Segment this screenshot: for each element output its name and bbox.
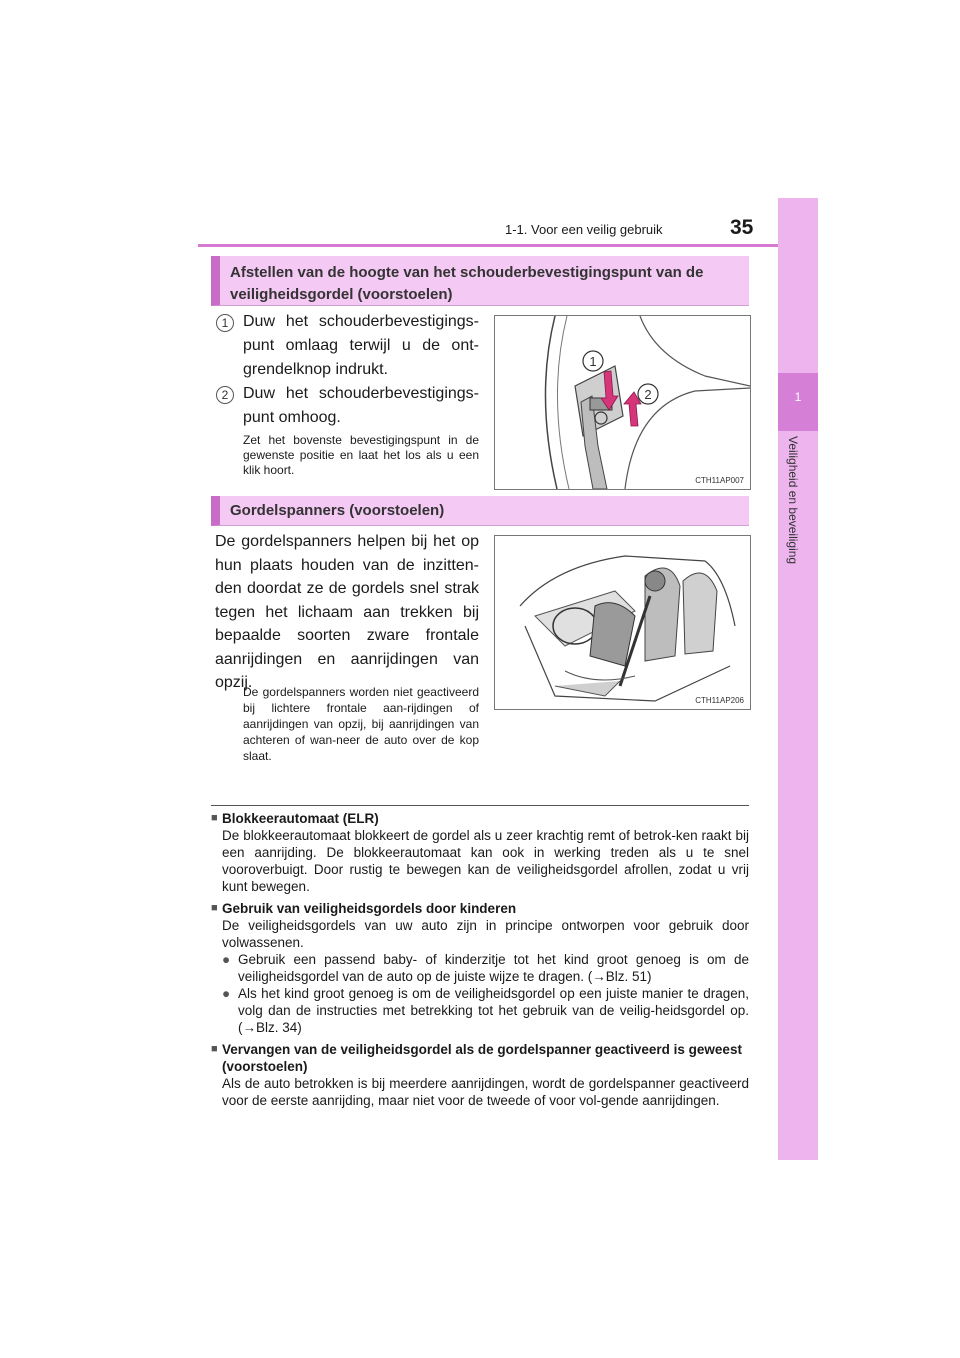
- section-heading-shoulder-anchor: Afstellen van de hoogte van het schouderbevestigingspunt van de veiligheidsgordel (voorstoelen): [211, 256, 749, 306]
- note-title: Blokkeerautomaat (ELR): [222, 811, 379, 826]
- pretensioner-intro: De gordelspanners helpen bij het op hun plaats houden van de inzitten-den doordat ze de gordels snel strak tegen het lichaam aan trekken bij bepaalde soorten zware frontale aanrijdingen en aanrijdingen van opzij.: [215, 533, 479, 691]
- note-body: Als de auto betrokken is bij meerdere aanrijdingen, wordt de gordelspanner geactiveerd voor de eerste aanrijding, maar niet voor de tweede of voor vol-gende aanrijdingen.: [222, 1076, 749, 1108]
- callout-1: 1: [589, 354, 597, 369]
- figure-code: CTH11AP007: [695, 476, 744, 485]
- note-replace: [211, 1041, 749, 1109]
- circle-bullet-icon: ●: [222, 986, 231, 1001]
- chapter-side-tab: [778, 198, 818, 1160]
- step-text-1: Duw het schouderbevestigings-punt omlaag terwijl u de ont-grendelknop indrukt.: [243, 313, 479, 378]
- circle-bullet-icon: ●: [222, 952, 231, 967]
- shoulder-anchor-illustration: [495, 316, 750, 489]
- car-interior-illustration: [495, 536, 750, 709]
- pretensioner-figure: [494, 535, 751, 710]
- note-elr: [211, 810, 749, 895]
- note-children: [211, 900, 749, 1036]
- callout-2: 2: [644, 387, 652, 402]
- section-heading-pretensioners: Gordelspanners (voorstoelen): [211, 496, 749, 526]
- page-number: 35: [730, 216, 754, 239]
- notes-divider: [211, 805, 749, 806]
- square-bullet-icon: ■: [211, 1043, 218, 1055]
- chapter-number: 1: [794, 390, 802, 404]
- pretensioner-note: De gordelspanners worden niet geactiveerd bij lichtere frontale aan-rijdingen of aanrijdingen van opzij, bij aanrijdingen van achteren of wan-neer de auto over de kop slaat.: [243, 685, 479, 763]
- note-body: De veiligheidsgordels van uw auto zijn in principe ontworpen voor gebruik door volwassenen.: [222, 918, 749, 950]
- step-note: Zet het bovenste bevestigingspunt in de gewenste positie en laat het los als u een klik hoort.: [243, 433, 479, 477]
- note-title: Vervangen van de veiligheidsgordel als de gordelspanner geactiveerd is geweest (voorstoelen): [222, 1042, 742, 1074]
- list-item: ● Als het kind groot genoeg is om de veiligheidsgordel op een juiste manier te dragen, volg dan de instructies met betrekking tot het gebruik van de veilig-heidsgordel op. (→Blz. 34): [222, 986, 749, 1035]
- note-body: De blokkeerautomaat blokkeert de gordel als u zeer krachtig remt of betrok-ken raakt bij een aanrijding. De blokkeerautomaat kan ook in werking treden als u te snel vooroverbuigt. Door rustig te bewegen kan de veiligheidsgordel afrollen, zodat u vrij kunt bewegen.: [222, 828, 749, 894]
- figure-code: CTH11AP206: [695, 696, 744, 705]
- chapter-title: Veiligheid en beveiliging: [786, 436, 800, 565]
- square-bullet-icon: ■: [211, 902, 218, 914]
- notes-section: [211, 810, 749, 1114]
- header-rule: [198, 244, 818, 247]
- running-header: 1-1. Voor een veilig gebruik: [505, 222, 663, 237]
- note-title: Gebruik van veiligheidsgordels door kinderen: [222, 901, 517, 916]
- list-item: ● Gebruik een passend baby- of kinderzitje tot het kind groot genoeg is om de veiligheidsgordel van de auto op de juiste wijze te dragen. (→Blz. 51): [222, 952, 749, 984]
- shoulder-anchor-figure: [494, 315, 751, 490]
- step-number-2: 2: [216, 386, 234, 404]
- step-text-2: Duw het schouderbevestigings-punt omhoog.: [243, 385, 479, 426]
- square-bullet-icon: ■: [211, 812, 218, 824]
- step-number-1: 1: [216, 314, 234, 332]
